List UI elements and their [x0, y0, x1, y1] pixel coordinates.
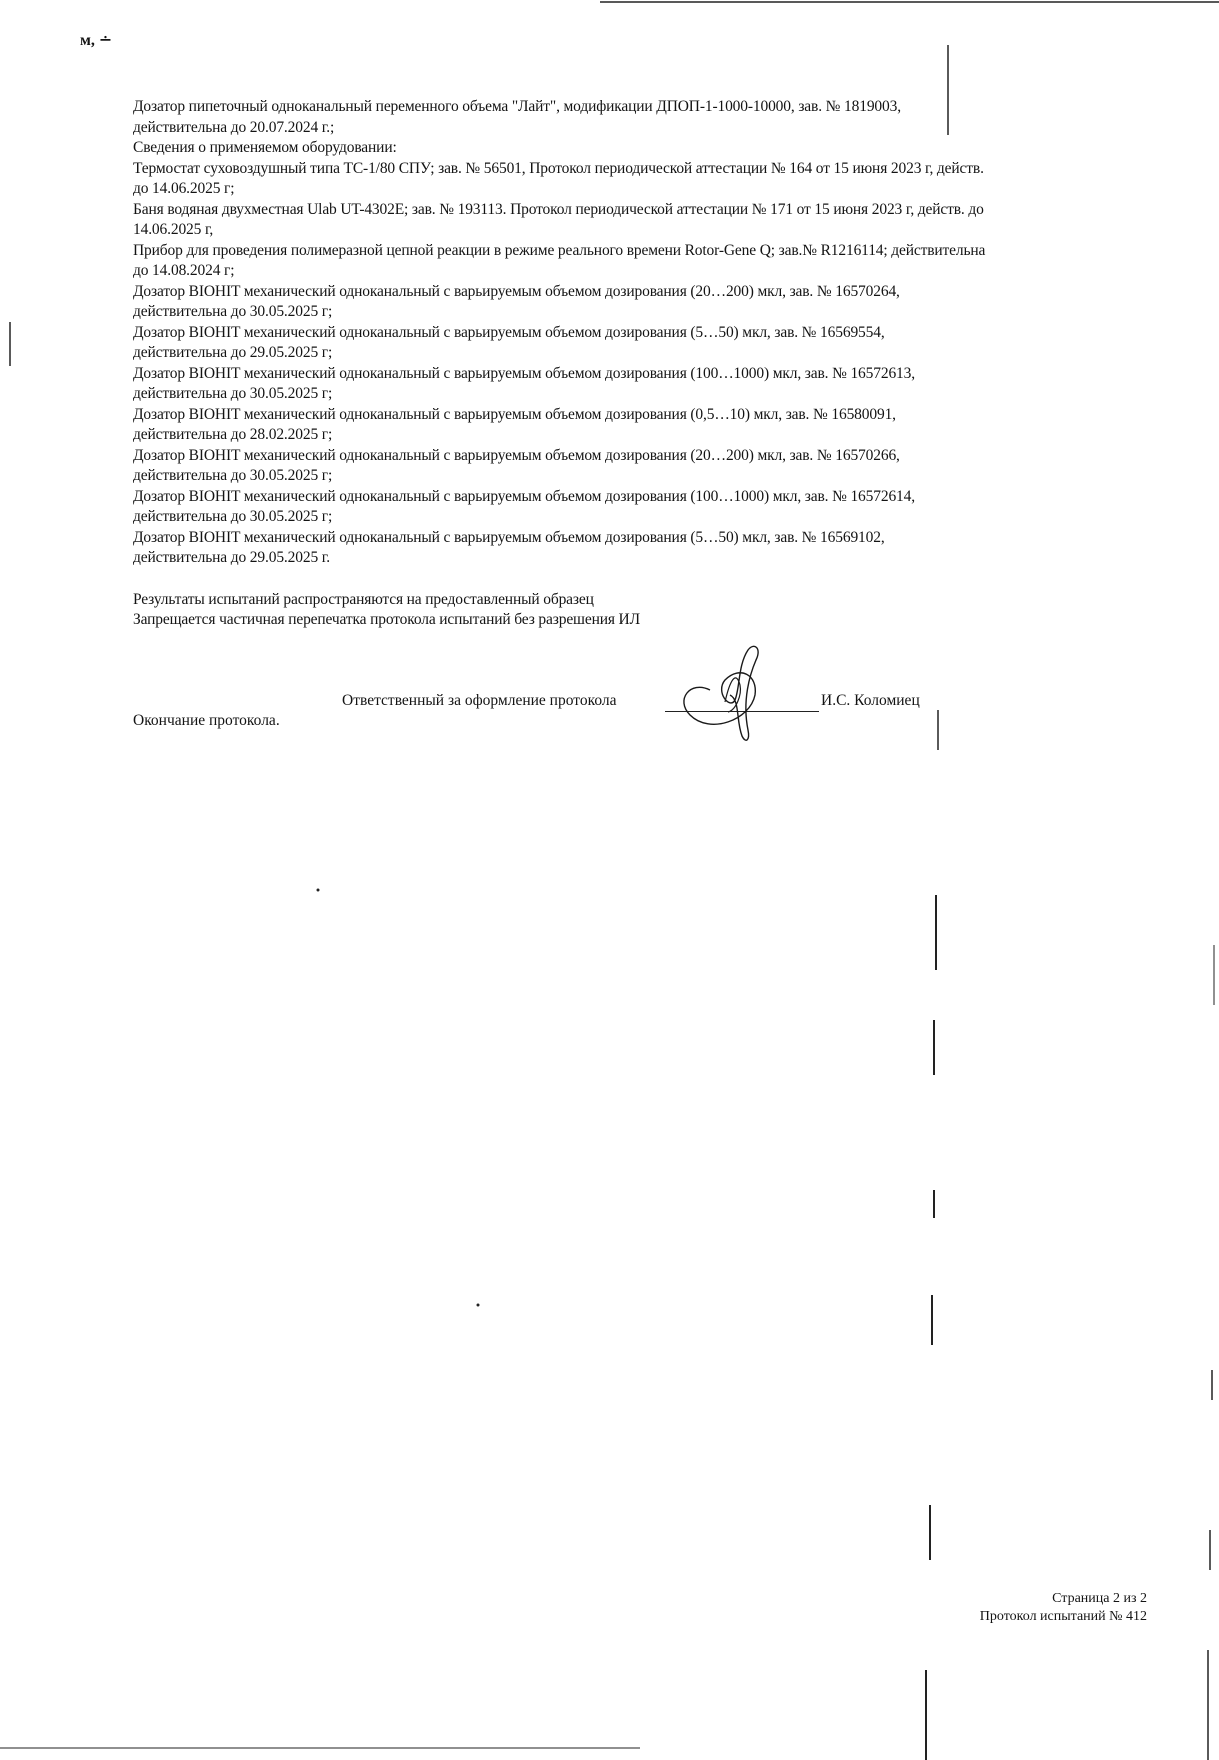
text-line: Дозатор BIOHIT механический одноканальный с варьируемым объемом дозирования (5…50) мкл, зав. № 16569554,: [133, 323, 885, 341]
section-heading: Сведения о применяемом оборудовании:: [133, 139, 397, 156]
results-note: Результаты испытаний распространяются на предоставленный образец: [133, 591, 594, 608]
text-line: до 14.06.2025 г;: [133, 180, 235, 197]
text-line: действительна до 20.07.2024 г.;: [133, 118, 335, 136]
page-footer: [980, 1590, 1147, 1626]
text-line: 14.06.2025 г,: [133, 221, 214, 238]
text-line: Дозатор BIOHIT механический одноканальный с варьируемым объемом дозирования (20…200) мкл, зав. № 16570264,: [133, 282, 900, 300]
text-line: Дозатор BIOHIT механический одноканальный с варьируемым объемом дозирования (20…200) мкл, зав. № 16570266,: [133, 446, 900, 464]
text-line: Баня водяная двухместная Ulab UT-4302E; зав. № 193113. Протокол периодической аттестации № 171 от 15 июня 2023 г, действ. до: [133, 200, 984, 218]
page-number: Страница 2 из 2: [1052, 1591, 1147, 1606]
protocol-number: Протокол испытаний № 412: [979, 1609, 1147, 1624]
reprint-note: Запрещается частичная перепечатка протокола испытаний без разрешения ИЛ: [133, 611, 640, 628]
text-line: Дозатор BIOHIT механический одноканальный с варьируемым объемом дозирования (100…1000) мкл, зав. № 16572614,: [133, 487, 915, 505]
text-line: Дозатор BIOHIT механический одноканальный с варьируемым объемом дозирования (5…50) мкл, зав. № 16569102,: [133, 528, 885, 546]
text-line: действительна до 30.05.2025 г;: [133, 385, 333, 402]
text-line: Прибор для проведения полимеразной цепной реакции в режиме реального времени Rotor-Gene Q; зав.№ R1216114; действительна: [133, 241, 986, 259]
text-line: до 14.08.2024 г;: [133, 262, 235, 279]
text-line: Термостат суховоздушный типа ТС-1/80 СПУ; зав. № 56501, Протокол периодической аттестации № 164 от 15 июня 2023 г, действ.: [133, 159, 984, 177]
responsible-label: Ответственный за оформление протокола: [342, 692, 617, 709]
text-line: действительна до 30.05.2025 г;: [133, 467, 333, 484]
handwritten-signature: [670, 640, 790, 750]
text-line: Дозатор BIOHIT механический одноканальный с варьируемым объемом дозирования (100…1000) мкл, зав. № 16572613,: [133, 364, 915, 382]
text-line: действительна до 29.05.2025 г.: [133, 549, 330, 566]
text-line: Дозатор BIOHIT механический одноканальный с варьируемым объемом дозирования (0,5…10) мкл, зав. № 16580091,: [133, 405, 896, 423]
responsible-name: И.С. Коломиец: [821, 692, 920, 709]
corner-mark: м, ∸: [80, 32, 113, 49]
equipment-list: [133, 97, 1143, 569]
text-line: действительна до 29.05.2025 г;: [133, 344, 333, 361]
text-line: действительна до 30.05.2025 г;: [133, 303, 333, 320]
text-line: действительна до 28.02.2025 г;: [133, 426, 333, 443]
protocol-end: Окончание протокола.: [133, 712, 280, 729]
text-line: Дозатор пипеточный одноканальный переменного объема "Лайт", модификации ДПОП-1-1000-10000, зав. № 1819003,: [133, 98, 901, 115]
text-line: действительна до 30.05.2025 г;: [133, 508, 333, 525]
